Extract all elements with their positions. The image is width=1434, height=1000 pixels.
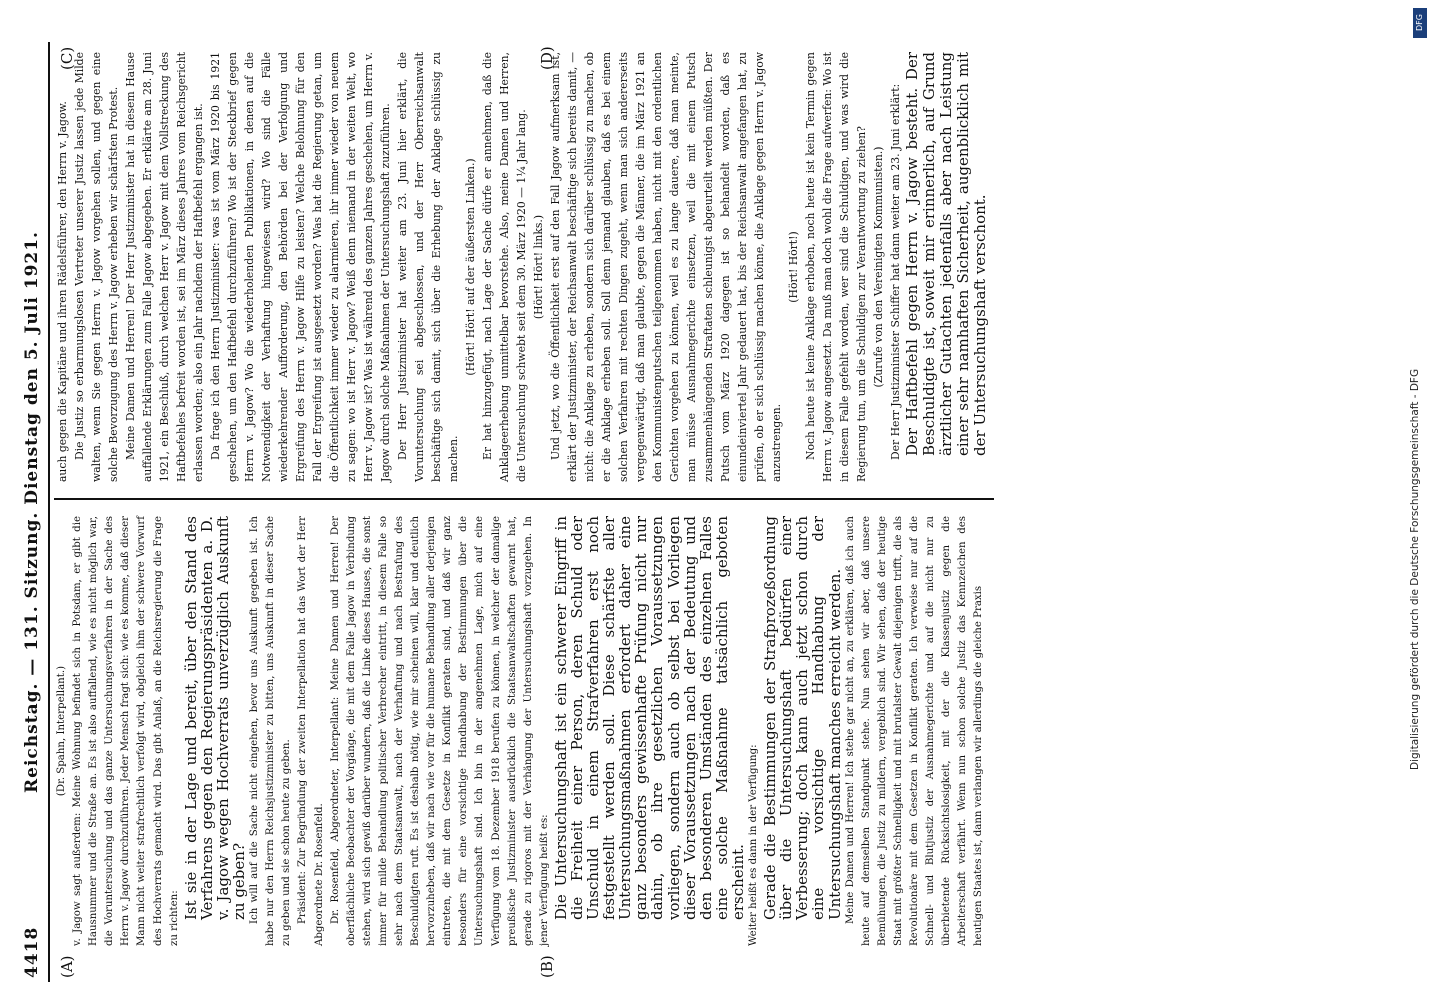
interjection: (Hört! Hört! links.) [532, 214, 545, 320]
page-header [18, 42, 50, 982]
digitization-note-text: Digitalisierung gefördert durch die Deutsche Forschungsgemeinschaft - DFG [1409, 368, 1421, 770]
quoted-decree: Die Untersuchungshaft ist ein schwerer Eingriff in die Freiheit einer Person, deren Schuld oder Unschuld in einem Strafverfahren erst noch festgestellt werden soll. Diese schärfste aller Untersuchungsmaßnahmen erfordert daher eine ganz besonders gewissenhafte Prüfung nicht nur dahin, ob ihre gesetzlichen Voraussetzungen vorliegen, sondern auch ob selbst bei Vorliegen dieser Voraussetzungen nach der Bedeutung und den besonderen Umständen des einzelnen Falles eine solche Maßnahme tatsächlich geboten erscheint. [551, 516, 747, 920]
rotated-page-content [18, 42, 1388, 982]
page-header-title: Reichstag. — 131. Sitzung. Dienstag den 5. Juli 1921. [22, 231, 42, 793]
right-text-column [54, 52, 989, 482]
paragraph: Meine Damen und Herren! Der Herr Justizminister hat in diesem Hause auffallende Erklärungen zum Falle Jagow abgegeben. Er erklärte am 28. Juni 1921, ein Beschluß, durch welchen Herr v. Jagow mit dem Vollstreckung des Haftbefehles befreit worden ist, sei im März dieses Jahres vom Reichsgericht erlassen worden; also ein Jahr nachdem der Haftbefehl ergangen ist. [124, 52, 205, 482]
interjection: (Hört! Hört! auf der äußersten Linken.) [464, 158, 477, 376]
paragraph: Er hat hinzugefügt, nach Lage der Sache dürfe er annehmen, daß die Anklageerhebung unmittelbar bevorstehe. Also, meine Damen und Herren, die Untersuchung schwebt seit dem 30. März 1920 — 1¼ Jahr lang. [481, 52, 528, 482]
interjection: (Zurufe von den Vereinigten Kommunisten.) [872, 146, 885, 388]
paragraph: Ich will auf die Sache nicht eingehen, bevor uns Auskunft gegeben ist. Ich habe nur den Herrn Reichsjustizminister zu bitten, uns Auskunft in dieser Sache zu geben und sie schon heute zu geben. [249, 516, 293, 946]
paragraph: Und jetzt, wo die Öffentlichkeit erst auf den Fall Jagow aufmerksam ist, erklärt der Justizminister, der Reichsanwalt beschäftige sich bereits damit, — nicht: die Anklage zu erheben, sondern sich darüber schlüssig zu machen, ob er die Anklage erheben soll. Soll denn jemand glauben, daß es bei einem solchen Verfahren mit rechten Dingen zugeht, wenn man sich andererseits vergegenwärtigt, daß man glaubte, gegen die Männer, die im März 1921 an den Kommunistenputschen teilgenommen haben, nicht mit den ordentlichen Gerichten vorgehen zu können, weil es zu lange dauere, daß man meinte, man müsse Ausnahmegerichte einsetzen, weil die mit einem Putsch zusammenhängenden Straftaten schleunigst abgeurteilt werden müßten. Der Putsch vom März 1920 dagegen ist so behandelt worden, daß es einundeinviertel Jahr gedauert hat, bis der Reichsanwalt angefangen hat, zu prüfen, ob er sich schlüssig machen könne, die Anklage gegen Herrn v. Jagow anzustrengen. [549, 52, 783, 482]
quoted-decree: Gerade die Bestimmungen der Strafprozeßordnung über die Untersuchungshaft bedürfen einer Verbesserung; doch kann auch jetzt schon durch eine vorsichtige Handhabung der Untersuchungshaft manches erreicht werden. [761, 516, 844, 920]
paragraph: Noch heute ist keine Anklage erhoben, noch heute ist kein Termin gegen Herrn v. Jagow angesetzt. Da muß man doch wohl die Frage aufwerfen: Wo ist in diesem Falle gefehlt worden, wer sind die Schuldigen, und was wird die Regierung tun, um die Schuldigen zur Verantwortung zu ziehen? [804, 52, 868, 482]
paragraph: Meine Damen und Herren! Ich stehe gar nicht an, zu erklären, daß ich auch heute auf demselben Standpunkt stehe. Nun sehen wir aber, daß unsere Bemühungen, die Justiz zu mildern, vergeblich sind. Wir sehen, daß der heutige Staat mit größter Schnelligkeit und mit brutalster Gewalt diejenigen trifft, die als Revolutionäre mit dem Gesetzen in Konflikt geraten. Ich verweise nur auf die Schnell- und Blutjustiz der Ausnahmegerichte und auf die nicht nur zu überbietende Rücksichtslosigkeit, mit der die Klassenjustiz gegen die Arbeiterschaft verfährt. Wenn nun schon solche Justiz das Kennzeichen des heutigen Staates ist, dann verlangen wir allerdings die gleiche Praxis [844, 516, 985, 946]
paragraph: Der Herr Justizminister hat weiter am 23. Juni hier erklärt, die Voruntersuchung sei abgeschlossen, und der Herr Oberreichsanwalt beschäftige sich damit, sich über die Erhebung der Anklage schlüssig zu machen. [396, 52, 460, 482]
quoted-statement: Der Haftbefehl gegen Herrn v. Jagow besteht. Der Beschuldigte ist, soweit mir erinnerlich, auf Grund ärztlicher Gutachten jedenfalls aber nach Leistung einer sehr namhaften Sicherheit, augenblicklich mit der Untersuchungshaft verschont. [903, 52, 989, 456]
quoted-question: Ist sie in der Lage und bereit, über den Stand des Verfahrens gegen den Regierungspräsidenten a. D. v. Jagow wegen Hochverrats unverzüglich Auskunft zu geben? [181, 516, 249, 920]
column-divider [54, 498, 994, 500]
margin-marker-c: (C) [58, 46, 76, 70]
page-number: 4418 [22, 926, 42, 978]
paragraph: Die Justiz so erbarmungslosen Vertreter unserer Justiz lassen jede Milde walten, wenn Sie gegen Herrn v. Jagow vorgehen sollen, und gegen eine solche Bevorzugung des Herrn v. Jagow erheben wir schärfsten Protest. [73, 52, 120, 482]
paragraph: Da frage ich den Herrn Justizminister: was ist vom März 1920 bis 1921 geschehen, um den Haftbefehl durchzuführen? Wo ist der Steckbrief gegen Herrn v. Jagow? Wo die wiederholenden Publikationen, in denen auf die Notwendigkeit der Verhaftung hingewiesen wird? Wo sind die Fälle wiederkehrender Aufforderung, den Behörden bei der Verfolgung und Ergreifung des Herrn v. Jagow Hilfe zu leisten? Welche Belohnung für den Fall der Ergreifung ist ausgesetzt worden? Was hat die Regierung getan, um die Öffentlichkeit immer wieder zu alarmieren, ihr immer wieder von neuem zu sagen: wo ist Herr v. Jagow? Weiß denn niemand in der weiten Welt, wo Herr v. Jagow ist? Was ist während des ganzen Jahres geschehen, um Herrn v. Jagow durch solche Maßnahmen der Untersuchungshaft zuzuführen. [209, 52, 392, 482]
paragraph: Der Herr Justizminister Schiffer hat dann weiter am 23. Juni erklärt: [889, 83, 902, 460]
paragraph: Weiter heißt es dann in der Verfügung: [748, 744, 760, 946]
left-text-column [54, 516, 987, 946]
paragraph: v. Jagow sagt außerdem: Meine Wohnung befindet sich in Potsdam, er gibt die Hausnummer und die Straße an. Es ist also auffallend, wie es nicht möglich war, die Voruntersuchung und das ganze Untersuchungsverfahren in der Sache des Herrn v. Jagow durchzuführen. Jeder Mensch fragt sich: wie es komme, daß dieser Mann nicht weiter strafrechtlich verfolgt wird, obgleich ihm der schwere Vorwurf des Hochverrats gemacht wird. Das gibt Anlaß, an die Reichsregierung die Frage zu richten: [72, 516, 180, 946]
paragraph: Dr. Rosenfeld, Abgeordneter, Interpellant: Meine Damen und Herren! Der oberflächliche Beobachter der Vorgänge, die mit dem Falle Jagow in Verbindung stehen, wird sich gewiß darüber wundern, daß die Linke dieses Hauses, die sonst immer für milde Behandlung politischer Verbrecher eintritt, in diesem Falle so sehr nach dem Staatsanwalt, nach der Verhaftung und nach Bestrafung des Beschuldigten ruft. Es ist deshalb nötig, wie mir scheinen will, klar und deutlich hervorzuheben, daß wir nach wie vor für die humane Behandlung aller derjenigen eintreten, die mit dem Gesetze in Konflikt geraten sind, und daß wir ganz besonders für eine vorsichtige Handhabung der Bestimmungen über die Untersuchungshaft sind. Ich bin in der angenehmen Lage, mich auf eine Verfügung vom 18. Dezember 1918 berufen zu können, in welcher der damalige preußische Justizminister ausdrücklich die Staatsanwaltschaften gewarnt hat, gerade zu rigoros mit der Verhängung der Untersuchungshaft vorzugehen. In jener Verfügung heißt es: [329, 516, 550, 946]
margin-marker-b: (B) [538, 955, 556, 978]
margin-marker-a: (A) [58, 955, 76, 978]
interjection: (Hört! Hört!) [787, 231, 800, 303]
speaker-note: (Dr. Spahn, Interpellant.) [56, 665, 67, 797]
paragraph: Präsident: Zur Begründung der zweiten Interpellation hat das Wort der Herr Abgeordnete Dr. Rosenfeld. [297, 516, 325, 946]
paragraph: auch gegen die Kapitäne und ihren Rädelsführer, den Herrn v. Jagow. [56, 101, 69, 482]
margin-marker-d: (D) [538, 46, 556, 70]
dfg-logo: DFG [1413, 8, 1427, 38]
